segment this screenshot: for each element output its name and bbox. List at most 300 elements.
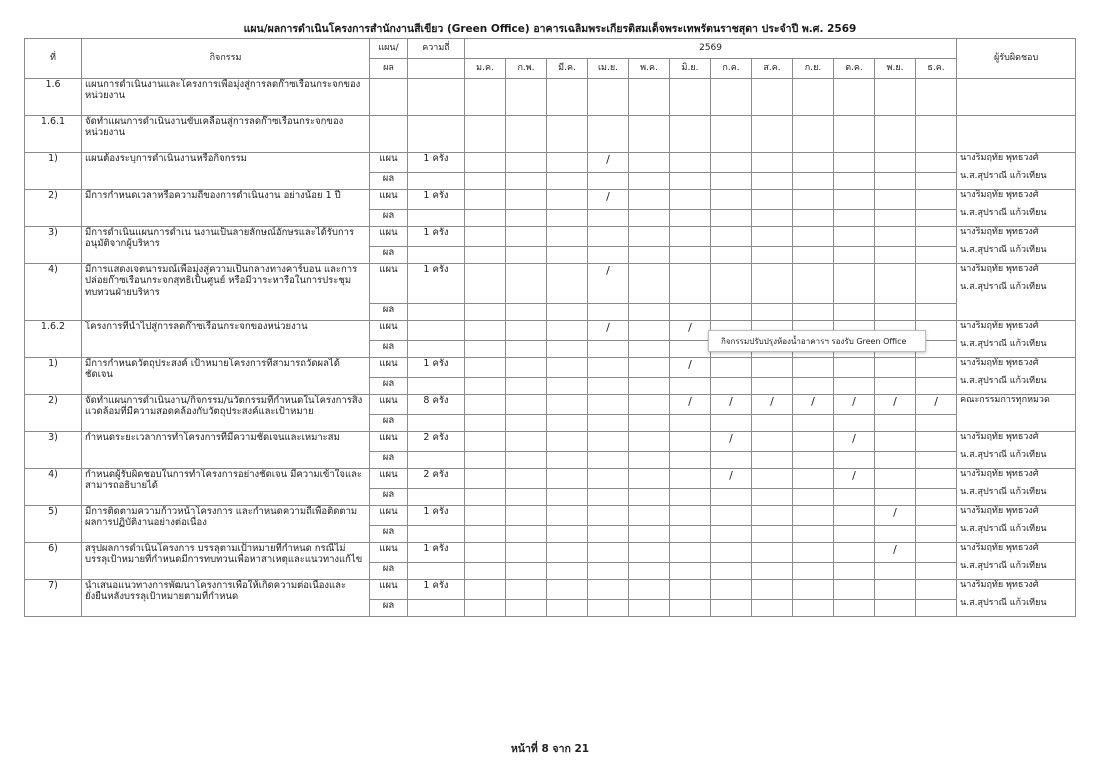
result-label: ผล [370,378,408,395]
month-mark [752,153,793,173]
empty-cell [793,563,834,580]
month-mark [752,264,793,304]
empty-cell [711,173,752,190]
empty-cell [506,173,547,190]
empty-cell [711,304,752,321]
empty-cell [916,526,957,543]
empty-cell [547,247,588,264]
month-mark [506,321,547,341]
month-header: ส.ค. [752,59,793,79]
empty-cell [547,304,588,321]
month-mark [793,264,834,304]
month-mark [875,264,916,304]
month-mark [834,580,875,600]
empty-cell [506,378,547,395]
month-mark [547,190,588,210]
note-popup: กิจกรรมปรับปรุงห้องน้ำอาคารฯ รองรับ Green Office [708,330,926,352]
result-label: ผล [370,452,408,469]
empty-cell [547,415,588,432]
month-mark [547,395,588,415]
result-label: ผล [370,600,408,617]
empty-cell [547,526,588,543]
result-label: ผล [370,415,408,432]
empty-cell [670,415,711,432]
month-mark [670,432,711,452]
frequency-value: 1 ครั้ง [408,580,465,600]
empty-cell [588,600,629,617]
responsible-person [957,358,1076,395]
month-mark [629,264,670,304]
month-mark [752,190,793,210]
empty-cell [629,489,670,506]
month-mark [711,264,752,304]
section-row-no: 1.6 [25,79,82,116]
result-label: ผล [370,247,408,264]
responsible-person [957,153,1076,190]
empty-cell [793,452,834,469]
empty-cell [588,452,629,469]
empty-cell [793,173,834,190]
empty-cell [711,563,752,580]
month-mark [629,358,670,378]
empty-cell [834,210,875,227]
empty-cell [465,489,506,506]
frequency-value: 1 ครั้ง [408,153,465,173]
empty-cell [465,600,506,617]
month-mark: / [588,190,629,210]
row-no: 1) [25,153,82,190]
month-mark [629,432,670,452]
plan-table [24,38,1076,617]
month-mark [629,580,670,600]
page-title: แผน/ผลการดำเนินโครงการสำนักงานสีเขียว (Green Office) อาคารเฉลิมพระเกียรติสมเด็จพระเทพรัตนราชสุดา ประจำปี พ.ศ. 2569 [243,23,857,35]
empty-cell [834,415,875,432]
empty-cell [752,563,793,580]
subsection-row-activity: จัดทำแผนการดำเนินงานขับเคลื่อนสู่การลดก๊าซเรือนกระจกของหน่วยงาน [82,116,370,153]
month-mark: / [875,506,916,526]
empty-cell [834,378,875,395]
row-activity: มีการดำเนินแผนการดำเน นงานเป็นลายลักษณ์อักษรและได้รับการอนุมัติจากผู้บริหาร [82,227,370,264]
month-mark [793,190,834,210]
empty-cell [670,210,711,227]
frequency-value: 2 ครั้ง [408,469,465,489]
result-label: ผล [370,173,408,190]
empty-cell [408,173,465,190]
month-mark [506,543,547,563]
row-no: 2) [25,190,82,227]
month-mark [793,469,834,489]
month-mark [793,506,834,526]
empty-cell [752,378,793,395]
plan-label: แผน [370,543,408,563]
responsible-line-1: นางริมฤทัย พุทธวงศ์ [960,190,1039,200]
row-activity: สรุปผลการดำเนินโครงการ บรรลุตามเป้าหมายที่กำหนด กรณีไม่บรรลุเป้าหมายที่กำหนดมีการทบทวนเพื่อหาสาเหตุและแนวทางแก้ไข [82,543,370,580]
month-mark [793,580,834,600]
empty-cell [629,378,670,395]
month-mark: / [670,321,711,341]
empty-cell [670,173,711,190]
empty-cell [957,116,1076,153]
empty-cell [670,452,711,469]
empty-cell [408,452,465,469]
month-mark [465,190,506,210]
row-no: 3) [25,227,82,264]
month-mark [916,543,957,563]
month-mark [711,153,752,173]
empty-cell [547,341,588,358]
row-activity: มีการกำหนดเวลาหรือความถี่ของการดำเนินงาน อย่างน้อย 1 ปี [82,190,370,227]
month-mark [547,432,588,452]
month-mark [834,227,875,247]
empty-cell [408,378,465,395]
empty-cell [465,378,506,395]
month-mark [752,358,793,378]
responsible-line-2: น.ส.สุปราณี แก้วเทียน [960,597,1047,608]
month-mark [588,395,629,415]
month-mark [793,432,834,452]
empty-cell [629,563,670,580]
empty-cell [752,116,793,153]
month-mark [588,469,629,489]
empty-cell [408,526,465,543]
month-mark [834,264,875,304]
empty-cell [465,526,506,543]
responsible-person [957,432,1076,469]
empty-cell [506,526,547,543]
month-mark: / [670,395,711,415]
month-mark [465,321,506,341]
plan-label: แผน [370,153,408,173]
frequency-value: 2 ครั้ง [408,432,465,452]
empty-cell [916,304,957,321]
month-mark [670,264,711,304]
month-mark [547,543,588,563]
month-mark [711,227,752,247]
empty-cell [670,600,711,617]
empty-cell [793,247,834,264]
responsible-line-2: น.ส.สุปราณี แก้วเทียน [960,560,1047,571]
month-mark [875,153,916,173]
empty-cell [547,452,588,469]
empty-cell [711,526,752,543]
responsible-person [957,580,1076,617]
month-mark [916,469,957,489]
empty-cell [875,452,916,469]
empty-cell [465,79,506,116]
month-mark [834,358,875,378]
month-mark [875,432,916,452]
empty-cell [547,600,588,617]
empty-cell [916,415,957,432]
month-mark [588,358,629,378]
empty-cell [793,489,834,506]
month-mark [834,506,875,526]
empty-cell [875,79,916,116]
empty-cell [875,526,916,543]
empty-cell [506,415,547,432]
month-mark [711,358,752,378]
empty-cell [916,210,957,227]
month-mark [465,469,506,489]
result-label: ผล [370,304,408,321]
empty-cell [711,79,752,116]
month-mark [711,190,752,210]
empty-cell [547,116,588,153]
activity-row-plan [25,227,1076,247]
empty-cell [670,304,711,321]
result-label: ผล [370,489,408,506]
responsible-line-2: น.ส.สุปราณี แก้วเทียน [960,523,1047,534]
empty-cell [752,415,793,432]
empty-cell [916,489,957,506]
row-activity: มีการติดตามความก้าวหน้าโครงการ และกำหนดความถี่เพื่อติดตามผลการปฏิบัติงานอย่างต่อเนื่อง [82,506,370,543]
empty-cell [506,600,547,617]
empty-cell [875,210,916,227]
empty-cell [629,247,670,264]
empty-cell [875,378,916,395]
month-mark: / [875,543,916,563]
frequency-value: 1 ครั้ง [408,227,465,247]
responsible-person [957,543,1076,580]
activity-row-plan [25,190,1076,210]
month-mark [547,580,588,600]
month-mark [916,227,957,247]
row-activity: กำหนดระยะเวลาการทำโครงการที่มีความชัดเจนและเหมาะสม [82,432,370,469]
row-activity: กำหนดผู้รับผิดชอบในการทำโครงการอย่างชัดเจน มีความเข้าใจและสามารถอธิบายได้ [82,469,370,506]
row-activity: มีการแสดงเจตนารมณ์เพื่อมุ่งสู่ความเป็นกลางทางคาร์บอน และการปล่อยก๊าซเรือนกระจกสุทธิเป็นศูนย์ หรือมีวาระหารือในการประชุมทบทวนฝ่ายบริหาร [82,264,370,321]
month-mark [465,580,506,600]
month-mark [465,432,506,452]
empty-cell [711,378,752,395]
month-mark [711,543,752,563]
empty-cell [875,415,916,432]
plan-label: แผน [370,321,408,341]
activity-row-plan [25,264,1076,304]
empty-cell [506,247,547,264]
empty-cell [408,79,465,116]
empty-cell [506,563,547,580]
empty-cell [752,600,793,617]
empty-cell [408,247,465,264]
header-frequency: ความถี่ [408,39,465,59]
empty-cell [916,563,957,580]
month-mark [875,469,916,489]
month-mark [711,506,752,526]
month-mark [629,190,670,210]
empty-cell [465,304,506,321]
frequency-value: 8 ครั้ง [408,395,465,415]
month-mark [875,580,916,600]
empty-cell [711,210,752,227]
month-mark [670,469,711,489]
empty-cell [875,563,916,580]
empty-cell [408,341,465,358]
month-header: ก.พ. [506,59,547,79]
month-mark [506,469,547,489]
month-header: มี.ค. [547,59,588,79]
empty-cell [875,247,916,264]
empty-cell [547,173,588,190]
month-mark [547,227,588,247]
row-no: 3) [25,432,82,469]
month-mark: / [711,395,752,415]
empty-cell [834,173,875,190]
empty-cell [547,563,588,580]
responsible-person [957,469,1076,506]
empty-cell [752,304,793,321]
header-year: 2569 [465,39,957,59]
empty-cell [670,247,711,264]
month-mark [670,543,711,563]
empty-cell [506,116,547,153]
empty-cell [506,341,547,358]
responsible-line-2: น.ส.สุปราณี แก้วเทียน [960,486,1047,497]
month-header: ธ.ค. [916,59,957,79]
responsible-line-1: นางริมฤทัย พุทธวงศ์ [960,506,1039,516]
empty-cell [916,452,957,469]
subsection-row-no: 1.6.1 [25,116,82,153]
empty-cell [834,600,875,617]
frequency-value: 1 ครั้ง [408,358,465,378]
empty-cell [670,79,711,116]
empty-cell [629,304,670,321]
empty-cell [916,247,957,264]
month-mark: / [834,469,875,489]
month-mark: / [588,153,629,173]
month-mark [629,543,670,563]
month-mark [629,227,670,247]
month-header: มิ.ย. [670,59,711,79]
month-mark [752,506,793,526]
row-activity: แผนต้องระบุการดำเนินงานหรือกิจกรรม [82,153,370,190]
empty-cell [629,600,670,617]
month-mark [547,469,588,489]
header-plan-result-2: ผล [370,59,408,79]
month-mark [711,580,752,600]
empty-cell [793,378,834,395]
month-mark [752,227,793,247]
month-mark [588,580,629,600]
page-number: หน้าที่ 8 จาก 21 [510,743,590,755]
plan-label: แผน [370,395,408,415]
month-mark [506,190,547,210]
month-mark [916,580,957,600]
empty-cell [793,415,834,432]
month-mark [588,432,629,452]
responsible-line-1: คณะกรรมการทุกหมวด [960,395,1050,405]
month-mark [752,543,793,563]
empty-cell [465,173,506,190]
empty-cell [670,341,711,358]
empty-cell [957,79,1076,116]
empty-cell [588,304,629,321]
month-header: พ.ค. [629,59,670,79]
empty-cell [711,489,752,506]
empty-cell [408,489,465,506]
month-mark [547,264,588,304]
plan-label: แผน [370,432,408,452]
month-mark [547,153,588,173]
empty-cell [629,210,670,227]
responsible-line-1: นางริมฤทัย พุทธวงศ์ [960,321,1039,331]
empty-cell [916,378,957,395]
month-mark [547,321,588,341]
empty-cell [834,526,875,543]
month-mark [834,153,875,173]
responsible-person [957,264,1076,321]
plan-label: แผน [370,469,408,489]
responsible-line-2: น.ส.สุปราณี แก้วเทียน [960,338,1047,349]
empty-cell [834,79,875,116]
month-mark [465,506,506,526]
empty-cell [834,489,875,506]
activity-row-plan [25,153,1076,173]
month-header: ก.ย. [793,59,834,79]
empty-cell [793,304,834,321]
responsible-line-1: นางริมฤทัย พุทธวงศ์ [960,580,1039,590]
month-mark [670,227,711,247]
empty-cell [588,341,629,358]
month-mark [916,264,957,304]
month-mark [752,469,793,489]
activity-row-plan [25,432,1076,452]
month-mark: / [793,395,834,415]
activity-row-plan [25,358,1076,378]
empty-cell [875,489,916,506]
activity-row-plan [25,469,1076,489]
month-header: ก.ค. [711,59,752,79]
month-mark [547,358,588,378]
month-mark [793,153,834,173]
month-header: ม.ค. [465,59,506,79]
activity-row-plan [25,543,1076,563]
month-header: พ.ย. [875,59,916,79]
row-activity: จัดทำแผนการดำเนินงาน/กิจกรรม/นวัตกรรมที่กำหนดในโครงการสิ่งแวดล้อมที่มีความสอดคล้องกับวัตถุประสงค์และเป้าหมาย [82,395,370,432]
empty-cell [711,600,752,617]
month-mark [588,506,629,526]
empty-cell [588,173,629,190]
row-no: 4) [25,469,82,506]
empty-cell [465,452,506,469]
result-label: ผล [370,563,408,580]
row-no: 2) [25,395,82,432]
month-mark [916,358,957,378]
empty-cell [588,489,629,506]
empty-cell [408,304,465,321]
empty-cell [752,210,793,227]
month-mark [670,153,711,173]
empty-cell [465,341,506,358]
plan-label: แผน [370,264,408,304]
empty-cell [793,526,834,543]
responsible-person [957,190,1076,227]
month-mark [793,358,834,378]
empty-cell [588,210,629,227]
month-mark [629,321,670,341]
month-mark: / [588,264,629,304]
month-mark: / [752,395,793,415]
empty-cell [629,526,670,543]
empty-cell [547,210,588,227]
month-mark [629,395,670,415]
responsible-line-1: นางริมฤทัย พุทธวงศ์ [960,469,1039,479]
month-mark [793,227,834,247]
responsible-line-2: น.ส.สุปราณี แก้วเทียน [960,244,1047,255]
empty-cell [711,415,752,432]
empty-cell [670,489,711,506]
empty-cell [670,563,711,580]
month-mark [629,506,670,526]
